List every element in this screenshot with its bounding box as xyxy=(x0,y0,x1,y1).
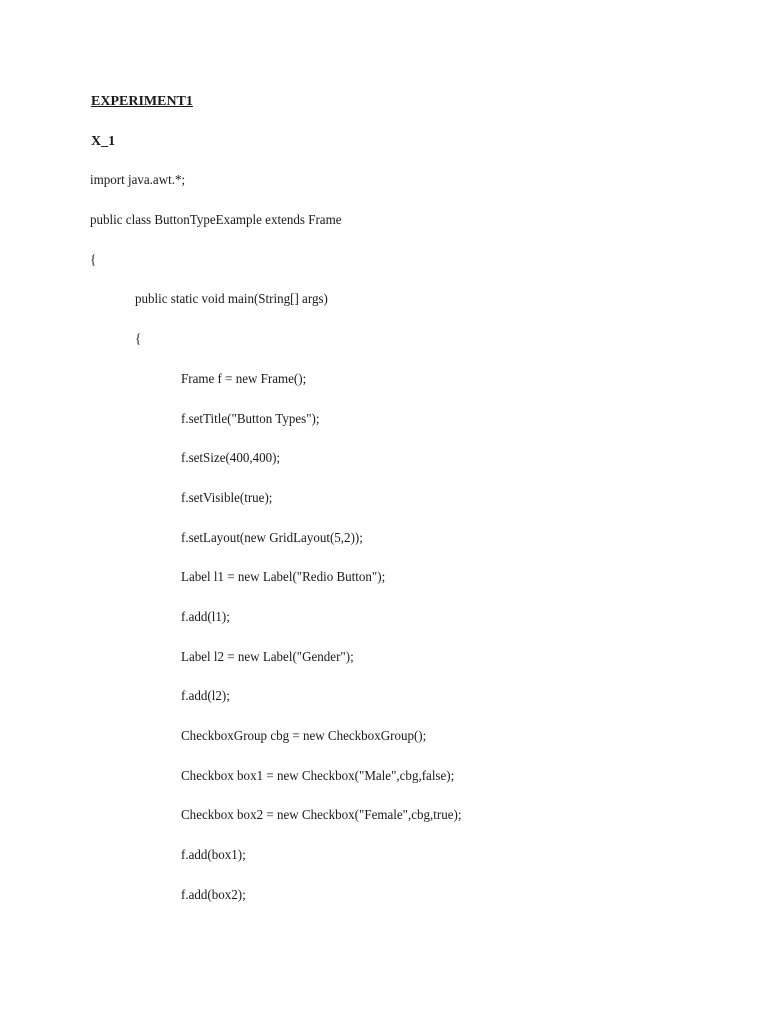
code-line: f.add(box1); xyxy=(181,848,246,863)
code-line: f.setLayout(new GridLayout(5,2)); xyxy=(181,531,363,546)
code-line: f.setTitle("Button Types"); xyxy=(181,412,320,427)
code-line: f.setSize(400,400); xyxy=(181,451,281,466)
code-line: import java.awt.*; xyxy=(90,173,186,188)
code-line: Frame f = new Frame(); xyxy=(181,372,307,387)
code-line: { xyxy=(90,253,97,268)
section-subheading: X_1 xyxy=(91,134,116,149)
code-line: CheckboxGroup cbg = new CheckboxGroup(); xyxy=(181,729,427,744)
code-line: Label l1 = new Label("Redio Button"); xyxy=(181,570,386,585)
code-line: public static void main(String[] args) xyxy=(135,292,328,307)
code-line: Checkbox box1 = new Checkbox("Male",cbg,false); xyxy=(181,769,455,784)
code-line: f.add(l2); xyxy=(181,689,230,704)
code-line: f.setVisible(true); xyxy=(181,491,273,506)
code-line: public class ButtonTypeExample extends Frame xyxy=(90,213,342,228)
code-line: { xyxy=(135,332,142,347)
document-heading: EXPERIMENT1 xyxy=(91,94,193,109)
code-line: f.add(box2); xyxy=(181,888,246,903)
code-line: Label l2 = new Label("Gender"); xyxy=(181,650,354,665)
code-line: f.add(l1); xyxy=(181,610,230,625)
code-line: Checkbox box2 = new Checkbox("Female",cbg,true); xyxy=(181,808,462,823)
